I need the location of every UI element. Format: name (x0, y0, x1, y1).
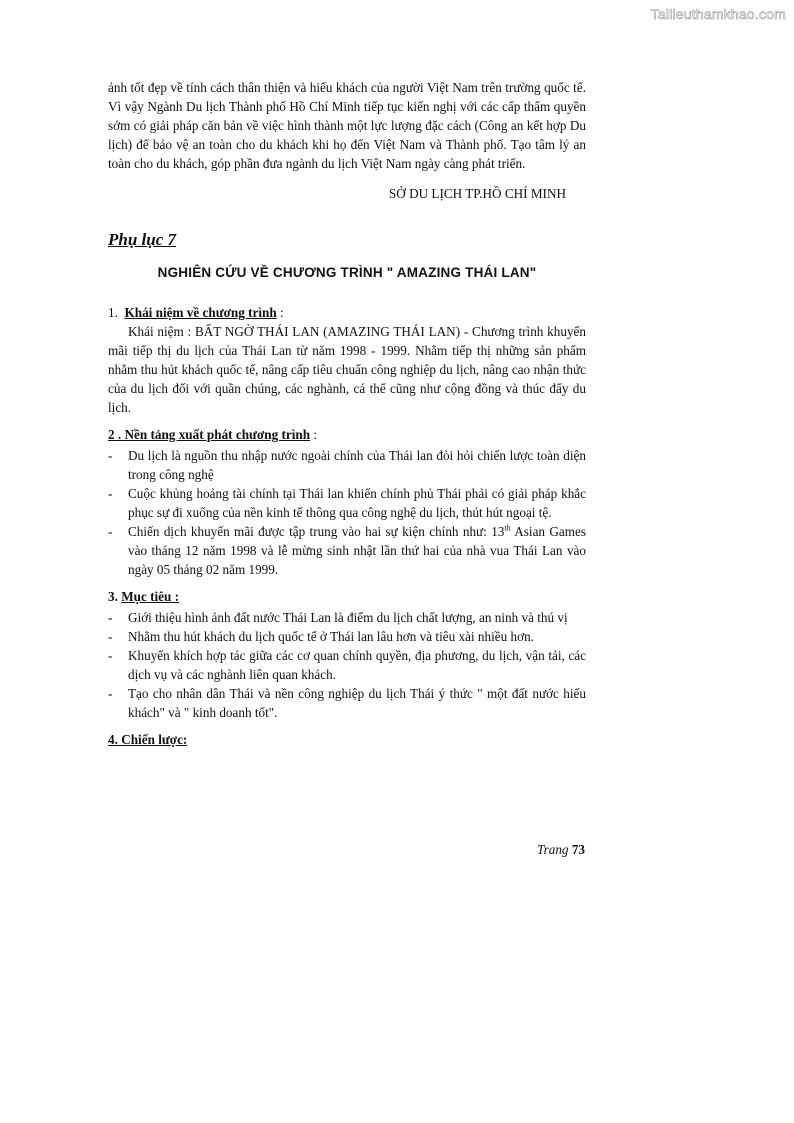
document-title: NGHIÊN CỨU VỀ CHƯƠNG TRÌNH " AMAZING THÁI LAN" (157, 265, 537, 280)
list-item-text: Asian Games vào tháng 12 năm 1998 và lễ mừng sinh nhật lần thứ hai của nhà vua Thái Lan vào ngày 05 tháng 02 năm 1999. (128, 524, 586, 577)
section-1-suffix: : (276, 305, 284, 320)
page-number: 73 (571, 842, 585, 857)
list-item: - Giới thiệu hình ảnh đất nước Thái Lan là điểm du lịch chất lượng, an ninh và thú vị (108, 608, 586, 627)
section-2-suffix: : (310, 427, 318, 442)
site-watermark: Tailieuthamkhao.com (650, 6, 786, 22)
section-1 (108, 303, 586, 417)
list-item: - Nhằm thu hút khách du lịch quốc tế ở Thái lan lâu hơn và tiêu xài nhiều hơn. (108, 627, 586, 646)
document-page (108, 78, 586, 749)
page-label: Trang (536, 842, 569, 857)
section-2 (108, 425, 586, 579)
section-1-number: 1. (108, 305, 118, 320)
section-1-heading (108, 303, 586, 322)
signature: SỞ DU LỊCH TP.HỒ CHÍ MINH (388, 186, 566, 201)
list-item: - Cuộc khủng hoảng tài chính tại Thái lan khiến chính phủ Thái phải có giải pháp khắc phục sự đi xuống của nền kinh tế thông qua công nghệ du lịch, thút hút ngoại tệ. (108, 484, 586, 522)
list-item: - Tạo cho nhân dân Thái và nền công nghiệp du lịch Thái ý thức " một đất nước hiếu khách" và " kinh doanh tốt". (108, 684, 586, 722)
page-footer (537, 842, 585, 858)
list-item (108, 522, 586, 579)
section-1-label: Khái niệm về chương trình (124, 305, 277, 320)
list-item: - Khuyến khích hợp tác giữa các cơ quan chính quyền, địa phương, du lịch, vận tải, các dịch vụ và các nghành liên quan khách. (108, 646, 586, 684)
intro-paragraph: ảnh tốt đẹp về tính cách thân thiện và hiếu khách của người Việt Nam trên trường quốc tế. Vì vậy Ngành Du lịch Thành phố Hồ Chí Minh tiếp tục kiến nghị với các cấp thẩm quyền sớm có giải pháp căn bản về việc hình thành một lực lượng đặc cách (Công an kết hợp Du lịch) để bảo vệ an toàn cho du khách khi họ đến Việt Nam và Thành phố. Tạo tâm lý an toàn cho du khách, góp phần đưa ngành du lịch Việt Nam ngày càng phát triển. (108, 80, 586, 171)
ordinal-suffix: th (504, 523, 511, 533)
list-item: - Du lịch là nguồn thu nhập nước ngoài chính của Thái lan đòi hỏi chiến lược toàn diện trong công nghệ (108, 446, 586, 484)
section-2-label: 2 . Nền tảng xuất phát chương trình (108, 427, 311, 442)
section-2-heading (108, 425, 586, 444)
section-4 (108, 730, 586, 749)
section-3-label: 3. Mục tiêu : (108, 589, 180, 604)
section-3-list (108, 608, 586, 722)
section-2-list (108, 446, 586, 579)
section-4-label: 4. Chiến lược: (108, 732, 188, 747)
section-3 (108, 587, 586, 722)
appendix-title: Phụ lục 7 (108, 230, 177, 249)
section-1-body: Khái niệm : BẤT NGỜ THÁI LAN (AMAZING THÁI LAN) - Chương trình khuyến mãi tiếp thị du lịch của Thái Lan từ năm 1998 - 1999. Nhằm tiếp thị những sản phẩm nhằm thu hút khách quốc tế, nâng cấp tiêu chuẩn công nghiệp du lịch, nâng cao nhận thức của du lịch đối với quần chúng, các nghành, cá thể cũng như cộng đồng và thúc đẩy du lịch. (108, 324, 586, 415)
list-item-text: Chiến dịch khuyến mãi được tập trung vào hai sự kiện chính như: 13 (128, 524, 505, 539)
section-3-heading (108, 587, 586, 606)
